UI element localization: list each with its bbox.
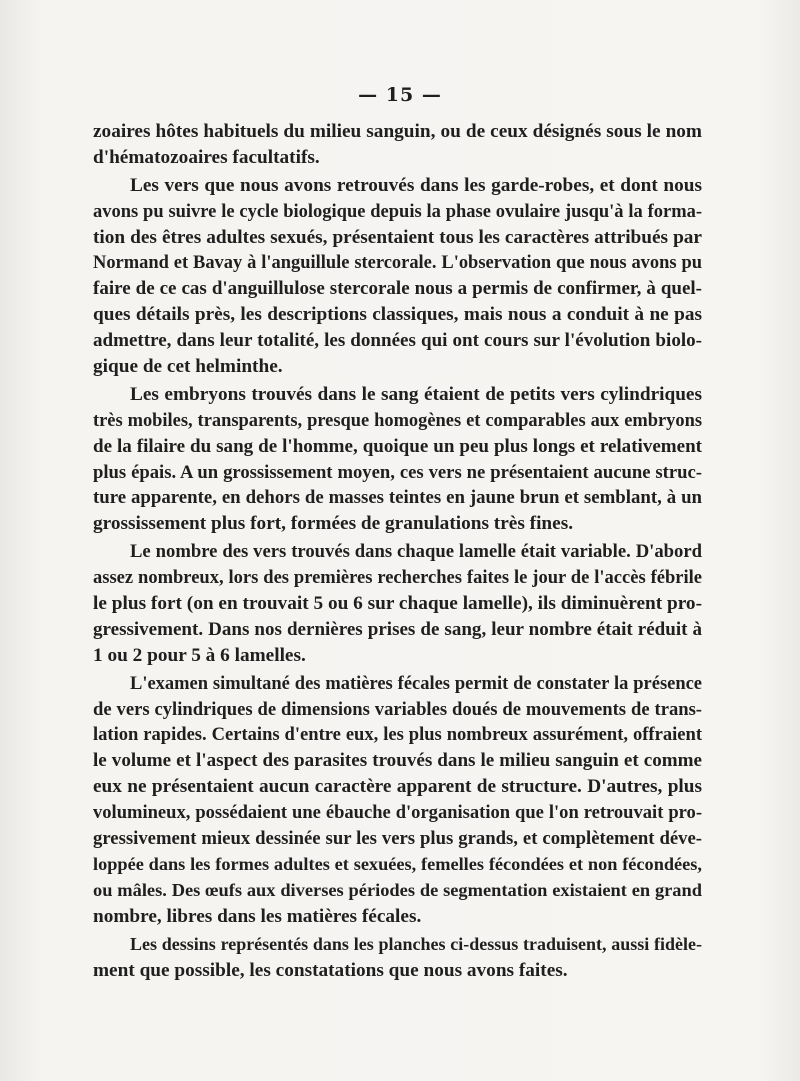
text-line: avons pu suivre le cycle biologique depuis la phase ovulaire jusqu'à la forma- <box>93 200 702 221</box>
text-line: lation rapides. Certains d'entre eux, les plus nombreux assurément, offraient <box>93 724 702 746</box>
text-line: 1 ou 2 pour 5 à 6 lamelles. <box>93 644 306 666</box>
text-line: nombre, libres dans les matières fécales. <box>93 905 422 927</box>
text-line: tion des êtres adultes sexués, présentaient tous les caractères attribués par <box>93 226 702 248</box>
text-line: ture apparente, en dehors de masses teintes en jaune brun et semblant, à un <box>93 487 702 509</box>
page-number: — 15 — <box>358 84 442 106</box>
text-line: plus épais. A un grossissement moyen, ces vers ne présentaient aucune struc- <box>93 461 702 483</box>
text-line: ou mâles. Des œufs aux diverses périodes de segmentation existaient en grand <box>93 879 702 900</box>
paragraph <box>93 173 702 380</box>
text-line: le volume et l'aspect des parasites trouvés dans le milieu sanguin et comme <box>93 750 702 772</box>
text-line: de vers cylindriques de dimensions variables doués de mouvements de trans- <box>93 698 702 720</box>
paragraph <box>93 119 702 171</box>
text-line: Normand et Bavay à l'anguillule stercorale. L'observation que nous avons pu <box>93 252 702 273</box>
body-text <box>93 119 702 985</box>
text-line: Le nombre des vers trouvés dans chaque lamelle était variable. D'abord <box>130 541 702 563</box>
text-line: faire de ce cas d'anguillulose stercorale nous a permis de confirmer, à quel- <box>93 278 702 300</box>
text-line: ment que possible, les constatations que nous avons faites. <box>93 959 568 981</box>
text-line: loppée dans les formes adultes et sexuées, femelles fécondées et non fécondées, <box>93 853 702 874</box>
text-line: Les embryons trouvés dans le sang étaient de petits vers cylindriques <box>130 383 702 405</box>
paragraph <box>93 932 702 984</box>
text-line: Les dessins représentés dans les planches ci-dessus traduisent, aussi fidèle- <box>130 933 702 954</box>
text-line: gressivement mieux dessinée sur les vers plus grands, et complètement déve- <box>93 828 702 850</box>
text-line: zoaires hôtes habituels du milieu sanguin, ou de ceux désignés sous le nom <box>93 121 702 142</box>
text-line: gique de cet helminthe. <box>93 356 283 378</box>
text-line: grossissement plus fort, formées de granulations très fines. <box>93 513 574 535</box>
text-line: d'hématozoaires facultatifs. <box>93 146 320 168</box>
paragraph <box>93 382 702 537</box>
text-line: de la filaire du sang de l'homme, quoique un peu plus longs et relativement <box>93 435 702 457</box>
text-line: admettre, dans leur totalité, les données qui ont cours sur l'évolution biolo- <box>93 330 702 352</box>
paragraph <box>93 671 702 930</box>
text-line: ques détails près, les descriptions classiques, mais nous a conduit à ne pas <box>93 304 702 326</box>
text-line: volumineux, possédaient une ébauche d'organisation que l'on retrouvait pro- <box>93 802 702 824</box>
text-line: Les vers que nous avons retrouvés dans les garde-robes, et dont nous <box>130 174 702 196</box>
text-line: assez nombreux, lors des premières recherches faites le jour de l'accès fébrile <box>93 567 702 589</box>
text-line: le plus fort (on en trouvait 5 ou 6 sur chaque lamelle), ils diminuèrent pro- <box>93 593 702 615</box>
text-line: très mobiles, transparents, presque homogènes et comparables aux embryons <box>93 409 702 430</box>
text-line: gressivement. Dans nos dernières prises de sang, leur nombre était réduit à <box>93 618 702 640</box>
paragraph <box>93 539 702 668</box>
text-line: eux ne présentaient aucun caractère apparent de structure. D'autres, plus <box>93 776 702 798</box>
text-line: L'examen simultané des matières fécales permit de constater la présence <box>130 672 702 693</box>
